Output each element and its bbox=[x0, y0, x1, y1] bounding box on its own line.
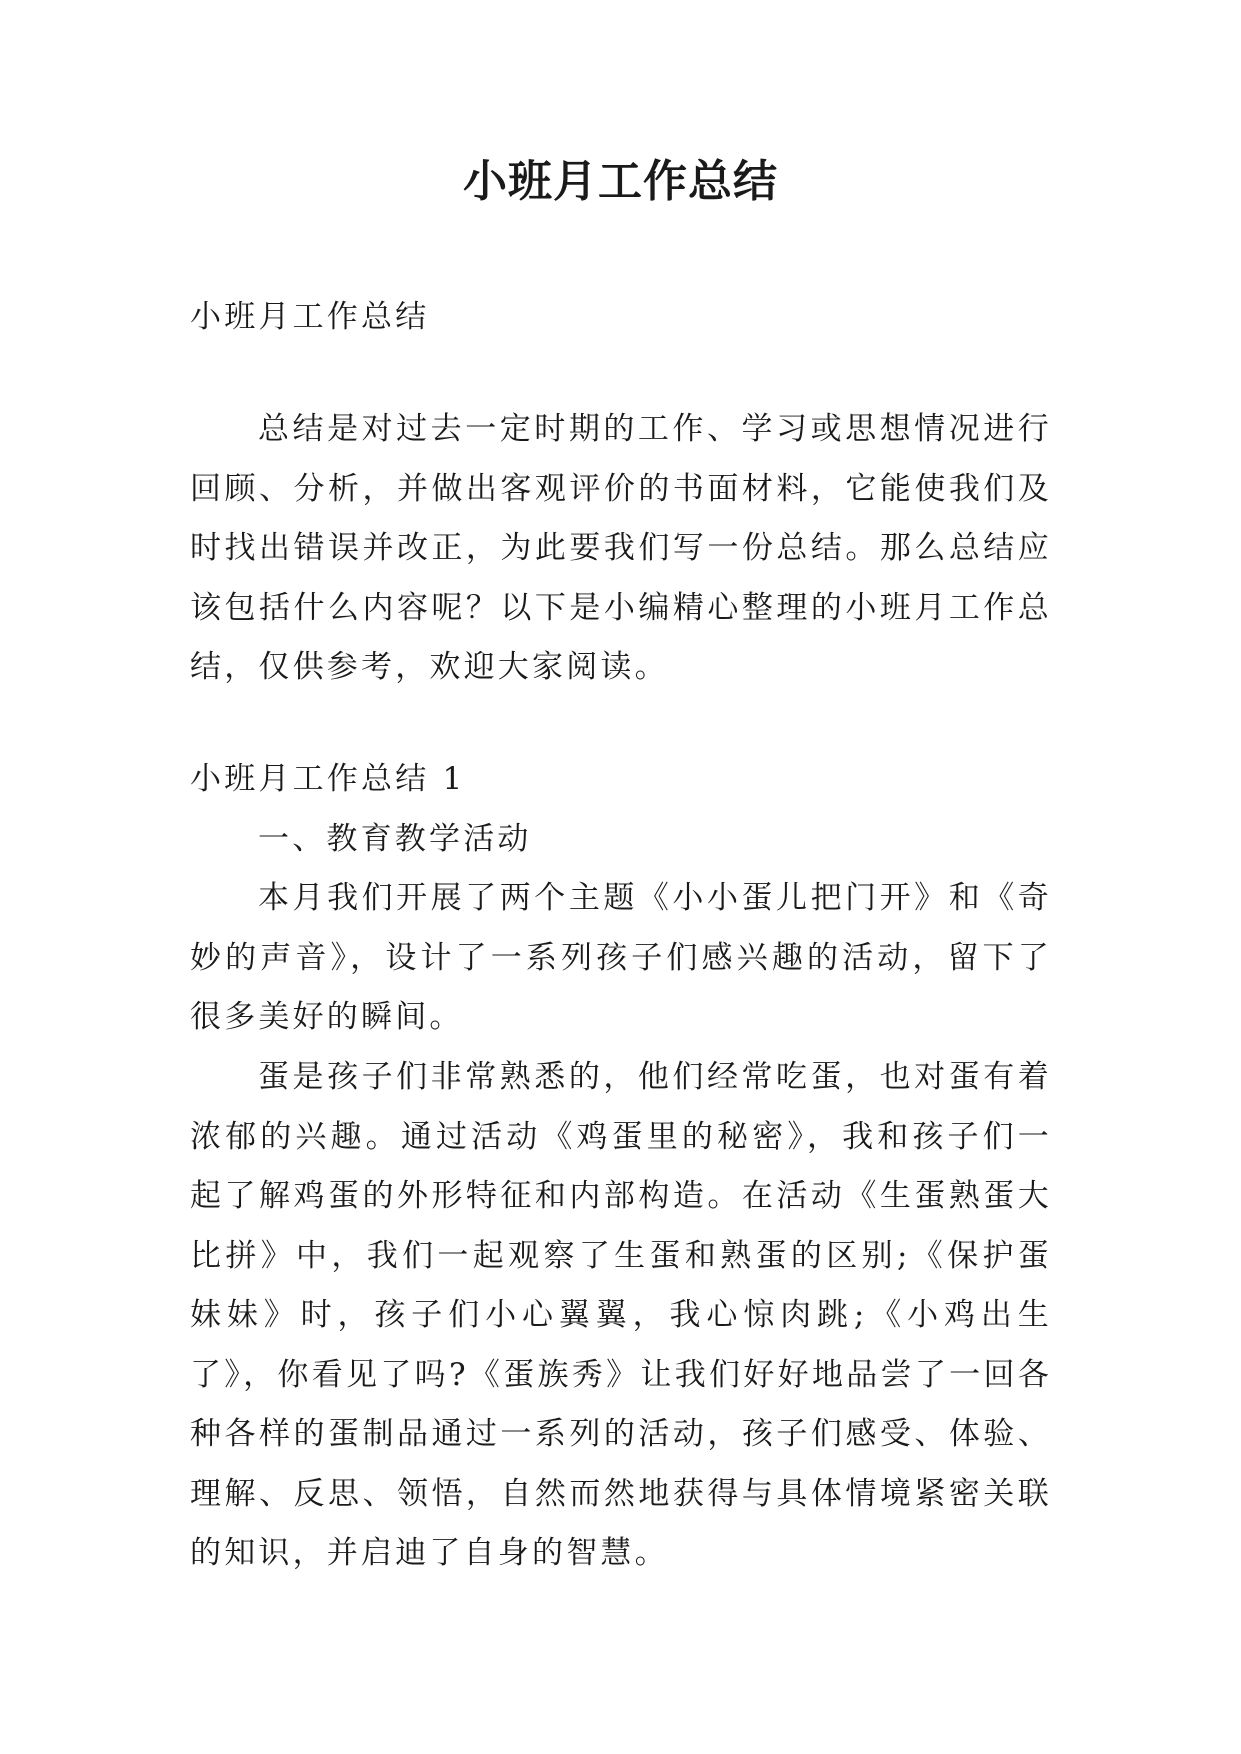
document-subtitle: 小班月工作总结 bbox=[190, 299, 430, 335]
intro-paragraph: 总结是对过去一定时期的工作、学习或思想情况进行回顾、分析，并做出客观评价的书面材料，它能使我们及时找出错误并改正，为此要我们写一份总结。那么总结应该包括什么内容呢？以下是小编精心整理的小班月工作总结，仅供参考，欢迎大家阅读。 bbox=[190, 411, 1052, 685]
section-title: 小班月工作总结 1 bbox=[190, 761, 466, 797]
document-title: 小班月工作总结 bbox=[463, 156, 778, 207]
body-paragraph: 本月我们开展了两个主题《小小蛋儿把门开》和《奇妙的声音》，设计了一系列孩子们感兴趣的活动，留下了很多美好的瞬间。 bbox=[190, 880, 1052, 1035]
body-paragraph: 蛋是孩子们非常熟悉的，他们经常吃蛋，也对蛋有着浓郁的兴趣。通过活动《鸡蛋里的秘密》，我和孩子们一起了解鸡蛋的外形特征和内部构造。在活动《生蛋熟蛋大比拼》中，我们一起观察了生蛋和熟蛋的区别;《保护蛋妹妹》时，孩子们小心翼翼，我心惊肉跳;《小鸡出生了》，你看见了吗?《蛋族秀》让我们好好地品尝了一回各种各样的蛋制品通过一系列的活动，孩子们感受、体验、理解、反思、领悟，自然而然地获得与具体情境紧密关联的知识，并启迪了自身的智慧。 bbox=[190, 1059, 1052, 1571]
section-heading: 一、教育教学活动 bbox=[258, 821, 532, 857]
